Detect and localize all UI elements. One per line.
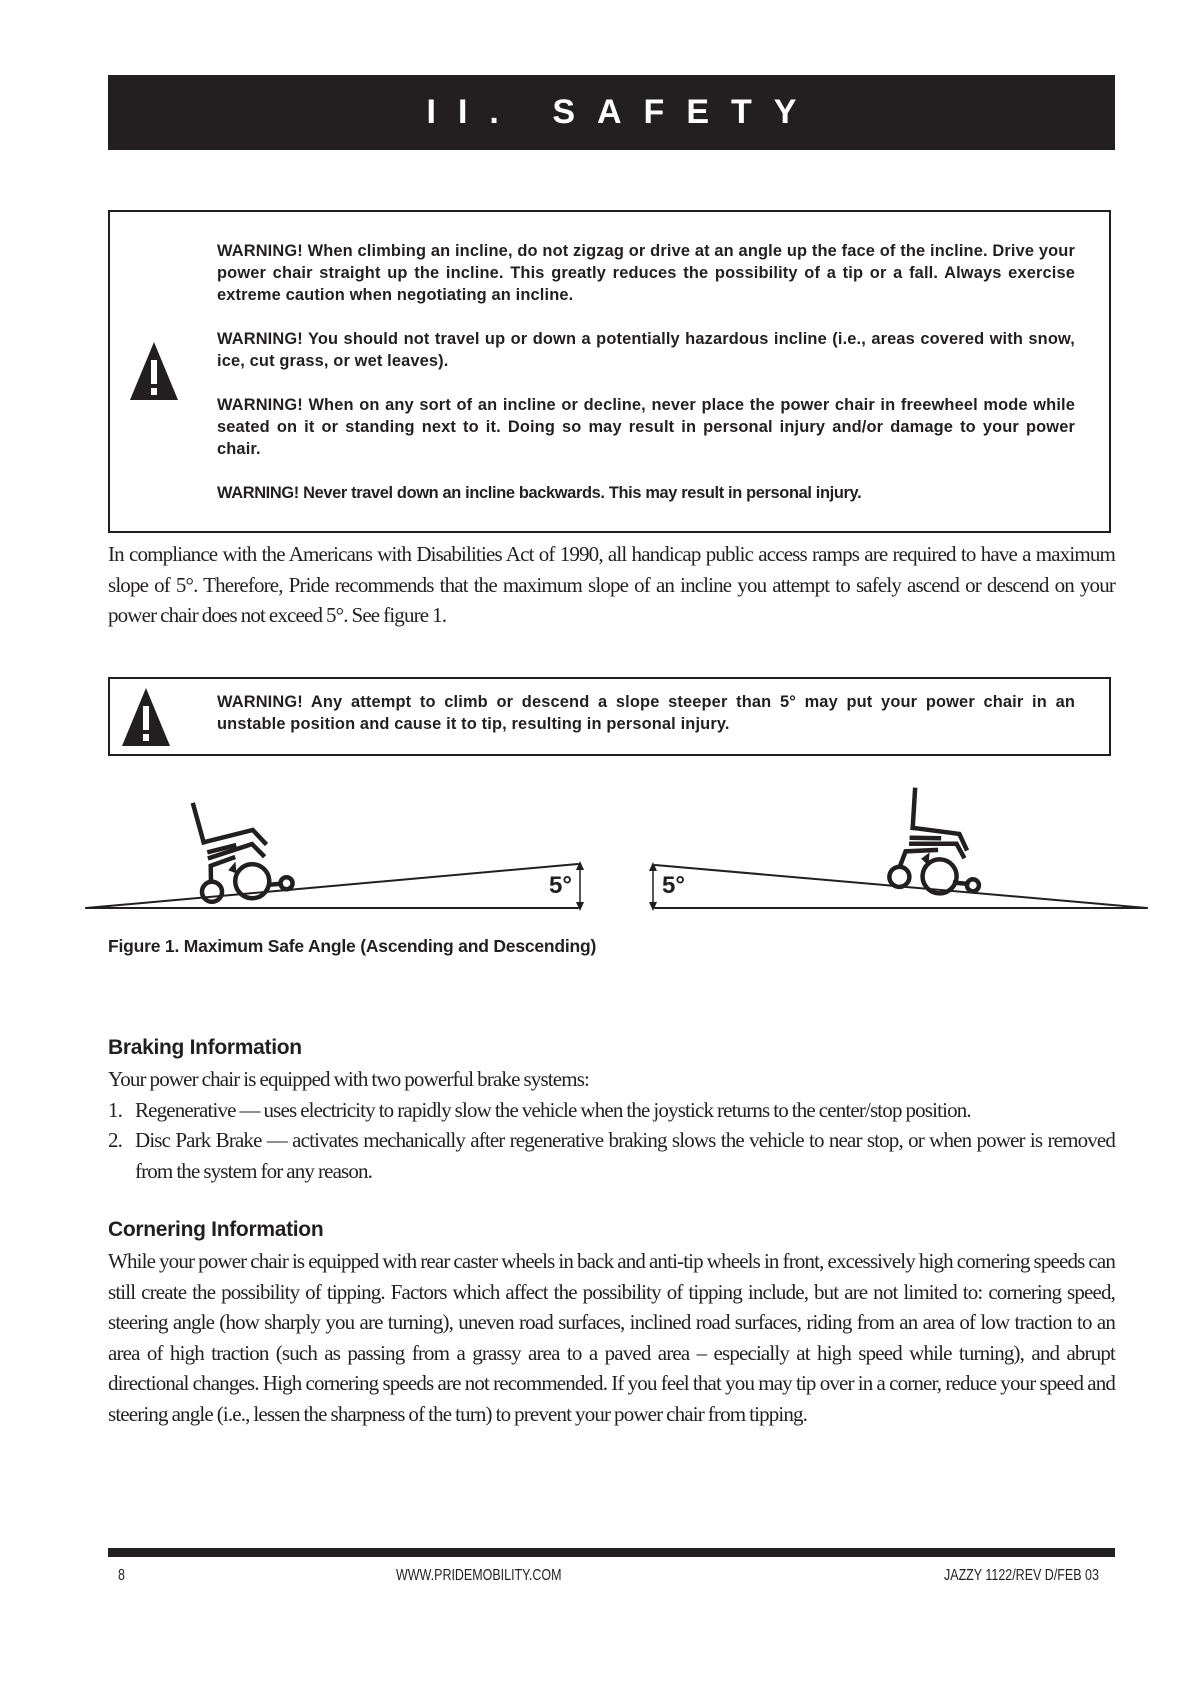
braking-section	[108, 1064, 1115, 1186]
list-item	[108, 1125, 1115, 1186]
warning-triangle-icon	[122, 688, 170, 746]
warning-box-incline	[108, 210, 1111, 533]
ada-text: In compliance with the Americans with Disabilities Act of 1990, all handicap public access ramps are required to have a maximum slope of 5°. Therefore, Pride recommends that the maximum slope of an incline you attempt to safely ascend or descend on your power chair does not exceed 5°. See figure 1.	[108, 542, 1115, 627]
warning-box-slope	[108, 677, 1111, 756]
cornering-heading: Cornering Information	[108, 1218, 324, 1241]
cornering-text: While your power chair is equipped with rear caster wheels in back and anti-tip wheels in front, excessively high cornering speeds can still create the possibility of tipping. Factors which affect the possibility of tipping include, but are not limited to: cornering speed, steering angle (how sharply you are turning), uneven road surfaces, inclined road surfaces, riding from an area of low traction to an area of high traction (such as passing from a grassy area to a paved area – especially at high speed while turning), and abrupt directional changes. High cornering speeds are not recommended. If you feel that you may tip over in a corner, reduce your speed and steering angle (i.e., lessen the sharpness of the turn) to prevent your power chair from tipping.	[108, 1249, 1115, 1426]
figure-max-safe-angle	[80, 785, 1150, 915]
warning-backwards: WARNING! Never travel down an incline backwards. This may result in personal injury.	[217, 484, 862, 502]
list-item	[108, 1095, 1115, 1126]
figure-caption: Figure 1. Maximum Safe Angle (Ascending and Descending)	[108, 936, 597, 956]
wheelchair-descending-icon	[888, 788, 986, 896]
braking-intro: Your power chair is equipped with two powerful brake systems:	[108, 1067, 590, 1091]
section-title: II. SAFETY	[426, 93, 819, 131]
list-text: Regenerative — uses electricity to rapidly slow the vehicle when the joystick returns to the center/stop position.	[135, 1097, 971, 1122]
document-id: JAZZY 1122/REV D/FEB 03	[944, 1567, 1099, 1584]
page-number: 8	[118, 1567, 125, 1584]
cornering-section	[108, 1246, 1115, 1429]
warning-hazardous-incline: WARNING! You should not travel up or down a potentially hazardous incline (i.e., areas covered with snow, ice, cut grass, or wet leaves).	[217, 330, 1075, 370]
website-link[interactable]: WWW.PRIDEMOBILITY.COM	[396, 1567, 562, 1584]
list-number: 1.	[108, 1097, 123, 1122]
list-number: 2.	[108, 1128, 123, 1152]
warning-zigzag: WARNING! When climbing an incline, do not zigzag or drive at an angle up the face of the incline. Drive your power chair straight up the incline. This greatly reduces the possibility of a tip or a fall. Always exercise extreme caution when negotiating an incline.	[217, 242, 1075, 304]
ramp-diagram	[80, 785, 1150, 915]
warning-slope: WARNING! Any attempt to climb or descend a slope steeper than 5° may put your power chair in an unstable position and cause it to tip, resulting in personal injury.	[217, 693, 1075, 733]
warning-freewheel: WARNING! When on any sort of an incline or decline, never place the power chair in freewheel mode while seated on it or standing next to it. Doing so may result in personal injury and/or damage to your power chair.	[217, 396, 1075, 458]
section-title-bar	[108, 75, 1115, 150]
angle-label-descending: 5°	[662, 872, 685, 899]
list-text: Disc Park Brake — activates mechanically after regenerative braking slows the vehicle to near stop, or when power is removed from the system for any reason.	[135, 1128, 1115, 1183]
warning-list	[217, 240, 1075, 504]
wheelchair-ascending-icon	[193, 797, 293, 903]
warning-triangle-icon	[130, 342, 178, 400]
braking-heading: Braking Information	[108, 1036, 302, 1059]
angle-label-ascending: 5°	[549, 872, 572, 899]
ada-paragraph	[108, 539, 1115, 631]
warning-slope-text-wrap	[217, 691, 1075, 735]
footer-rule	[108, 1548, 1115, 1557]
